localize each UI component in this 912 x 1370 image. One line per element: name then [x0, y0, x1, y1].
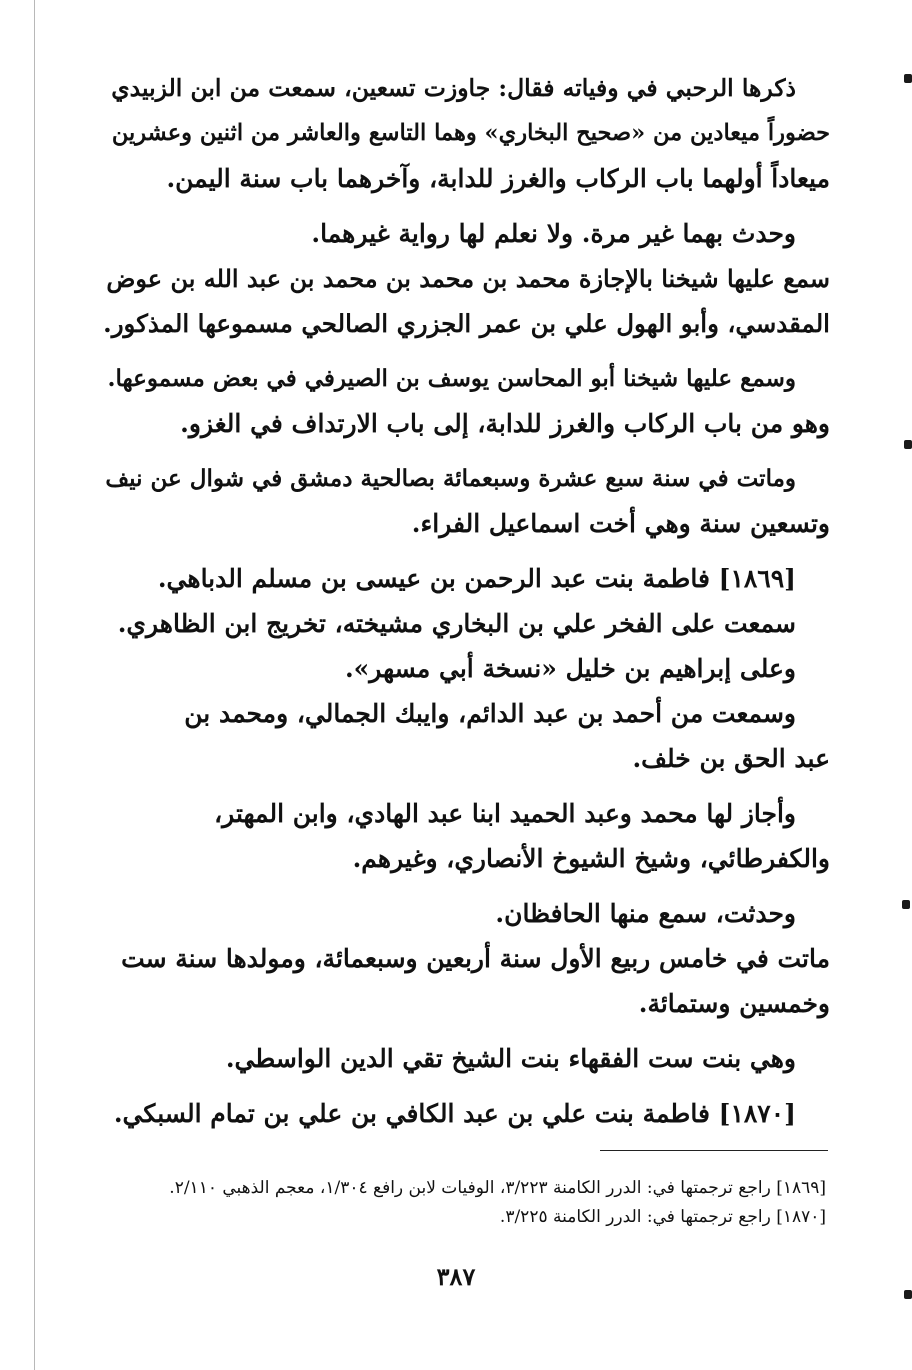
page-number: ٣٨٧ [436, 1262, 476, 1291]
footnote: [١٨٧٠] راجع ترجمتها في: الدرر الكامنة ٣/٢٢٥. [499, 1207, 826, 1227]
text-line: وخمسين وستمائة. [638, 989, 830, 1018]
scan-mark [904, 440, 912, 449]
text-line: وسمع عليها شيخنا أبو المحاسن يوسف بن الصيرفي في بعض مسموعها. [107, 365, 796, 392]
text-line: حضوراً ميعادين من «صحيح البخاري» وهما التاسع والعاشر من اثنين وعشرين [111, 120, 830, 146]
scan-mark [902, 900, 910, 909]
text-line: عبد الحق بن خلف. [632, 744, 830, 773]
scan-edge-line [34, 0, 35, 1370]
text-line: ميعاداً أولهما باب الركاب والغرز للدابة، وآخرهما باب سنة اليمن. [166, 164, 830, 193]
text-line: وهو من باب الركاب والغرز للدابة، إلى باب الارتداف في الغزو. [180, 409, 830, 438]
text-line: وحدث بهما غير مرة. ولا نعلم لها رواية غيرهما. [311, 219, 796, 248]
entry-heading: [١٨٦٩] فاطمة بنت عبد الرحمن بن عيسى بن مسلم الدباهي. [157, 564, 796, 593]
footnotes [104, 1174, 826, 1232]
text-line: وعلى إبراهيم بن خليل «نسخة أبي مسهر». [344, 654, 796, 683]
text-line: وهي بنت ست الفقهاء بنت الشيخ تقي الدين الواسطي. [225, 1044, 796, 1073]
text-line: وتسعين سنة وهي أخت اسماعيل الفراء. [411, 509, 830, 538]
text-line: والكفرطائي، وشيخ الشيوخ الأنصاري، وغيرهم. [352, 844, 830, 873]
text-line: وحدثت، سمع منها الحافظان. [495, 899, 796, 928]
text-line: وسمعت من أحمد بن عبد الدائم، وايبك الجمالي، ومحمد بن [184, 699, 796, 728]
text-line: ماتت في خامس ربيع الأول سنة أربعين وسبعمائة، ومولدها سنة ست [121, 944, 830, 973]
scan-mark [904, 1290, 912, 1299]
text-line: سمع عليها شيخنا بالإجازة محمد بن محمد بن محمد بن عبد الله بن عوض [106, 264, 830, 293]
footnote: [١٨٦٩] راجع ترجمتها في: الدرر الكامنة ٣/٢٢٣، الوفيات لابن رافع ١/٣٠٤، معجم الذهبي ٢/١١٠. [169, 1178, 826, 1198]
text-line: وأجاز لها محمد وعبد الحميد ابنا عبد الهادي، وابن المهتر، [214, 799, 796, 828]
scan-mark [904, 74, 912, 83]
main-text [100, 66, 830, 1136]
text-line: ذكرها الرحبي في وفياته فقال: جاوزت تسعين، سمعت من ابن الزبيدي [111, 74, 796, 102]
footnote-separator [600, 1150, 828, 1151]
text-line: المقدسي، وأبو الهول علي بن عمر الجزري الصالحي مسموعها المذكور. [103, 309, 830, 338]
text-line: وماتت في سنة سبع عشرة وسبعمائة بصالحية دمشق في شوال عن نيف [105, 465, 796, 492]
text-line: سمعت على الفخر علي بن البخاري مشيخته، تخريج ابن الظاهري. [117, 609, 796, 638]
entry-heading: [١٨٧٠] فاطمة بنت علي بن عبد الكافي بن علي بن تمام السبكي. [113, 1099, 796, 1128]
